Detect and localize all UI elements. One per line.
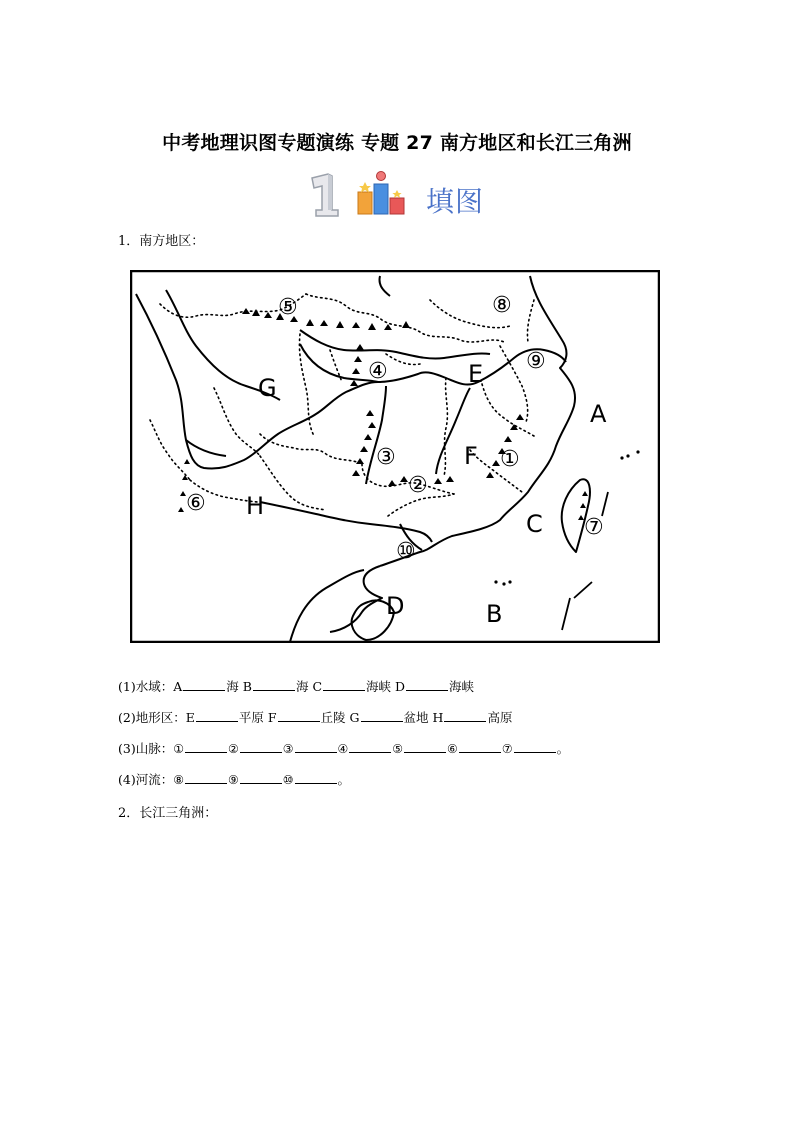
rivers-prefix: (4)河流： [118,772,174,787]
map-label-10: ⑩ [396,539,416,564]
label-7: ⑦ [501,742,513,756]
blank-f[interactable] [278,710,320,722]
suffix-g: 盆地 [403,710,429,725]
label-4: ④ [337,742,349,756]
label-e: E [185,710,195,725]
label-9: ⑨ [227,773,239,787]
map-label-g: G [258,374,277,402]
question-1-water-areas [118,677,474,695]
label-8: ⑧ [173,773,184,787]
mountains-end: 。 [556,741,570,756]
map-label-h: H [246,492,265,520]
map-label-d: D [386,592,405,620]
map-label-2: ② [408,473,428,498]
label-3: ③ [282,742,294,756]
label-g: G [349,710,360,725]
blank-10[interactable] [295,772,337,784]
blank-g[interactable] [361,710,403,722]
southern-china-map [130,270,660,643]
page-title: 中考地理识图专题演练 专题 27 南方地区和长江三角洲 [162,132,632,154]
water-areas-prefix: (1)水域： [118,679,174,694]
map-label-e: E [468,360,484,388]
blank-9[interactable] [240,772,282,784]
map-label-a: A [590,400,607,428]
suffix-b: 海 [295,679,309,694]
blank-2[interactable] [240,741,282,753]
blank-b[interactable] [253,679,295,691]
label-2: ② [227,742,239,756]
map-label-6: ⑥ [186,491,206,516]
label-d: D [395,679,406,694]
label-b: B [242,679,252,694]
label-c: C [312,679,323,694]
blank-7[interactable] [514,741,556,753]
suffix-h: 高原 [487,710,513,725]
blank-8[interactable] [185,772,227,784]
blank-d[interactable] [406,679,448,691]
landforms-prefix: (2)地形区： [118,710,186,725]
blank-3[interactable] [295,741,337,753]
map-label-b: B [486,600,503,628]
suffix-f: 丘陵 [320,710,346,725]
blank-5[interactable] [404,741,446,753]
map-label-8: ⑧ [492,293,512,318]
map-label-c: C [526,510,543,538]
section-heading: 填图 [426,185,485,218]
label-f: F [267,710,277,725]
question-1-landforms [118,708,512,726]
blank-a[interactable] [183,679,225,691]
question-1-rivers [118,770,350,788]
label-5: ⑤ [392,742,404,756]
blank-6[interactable] [459,741,501,753]
question-2-label: 2．长江三角洲： [118,806,218,821]
suffix-a: 海 [226,679,239,694]
blank-c[interactable] [323,679,365,691]
map-label-f: F [464,442,478,470]
blank-e[interactable] [196,710,238,722]
label-6: ⑥ [447,742,458,756]
question-1-mountains [118,739,569,757]
blank-1[interactable] [185,741,227,753]
map-label-7: ⑦ [584,515,604,540]
label-10: ⑩ [282,773,294,787]
map-label-9: ⑨ [526,349,546,374]
label-1: ① [173,742,184,756]
rivers-end: 。 [337,772,351,787]
question-1-label: 1．南方地区： [118,234,205,249]
blank-h[interactable] [444,710,486,722]
suffix-c: 海峡 [366,679,392,694]
label-h: H [432,710,444,725]
map-label-1: ① [500,447,520,472]
mountains-prefix: (3)山脉： [118,741,174,756]
label-a: A [173,679,183,694]
suffix-e: 平原 [238,710,264,725]
map-label-5: ⑤ [278,295,298,320]
map-label-4: ④ [368,359,388,384]
map-label-3: ③ [376,445,396,470]
blank-4[interactable] [349,741,391,753]
suffix-d: 海峡 [449,679,475,694]
